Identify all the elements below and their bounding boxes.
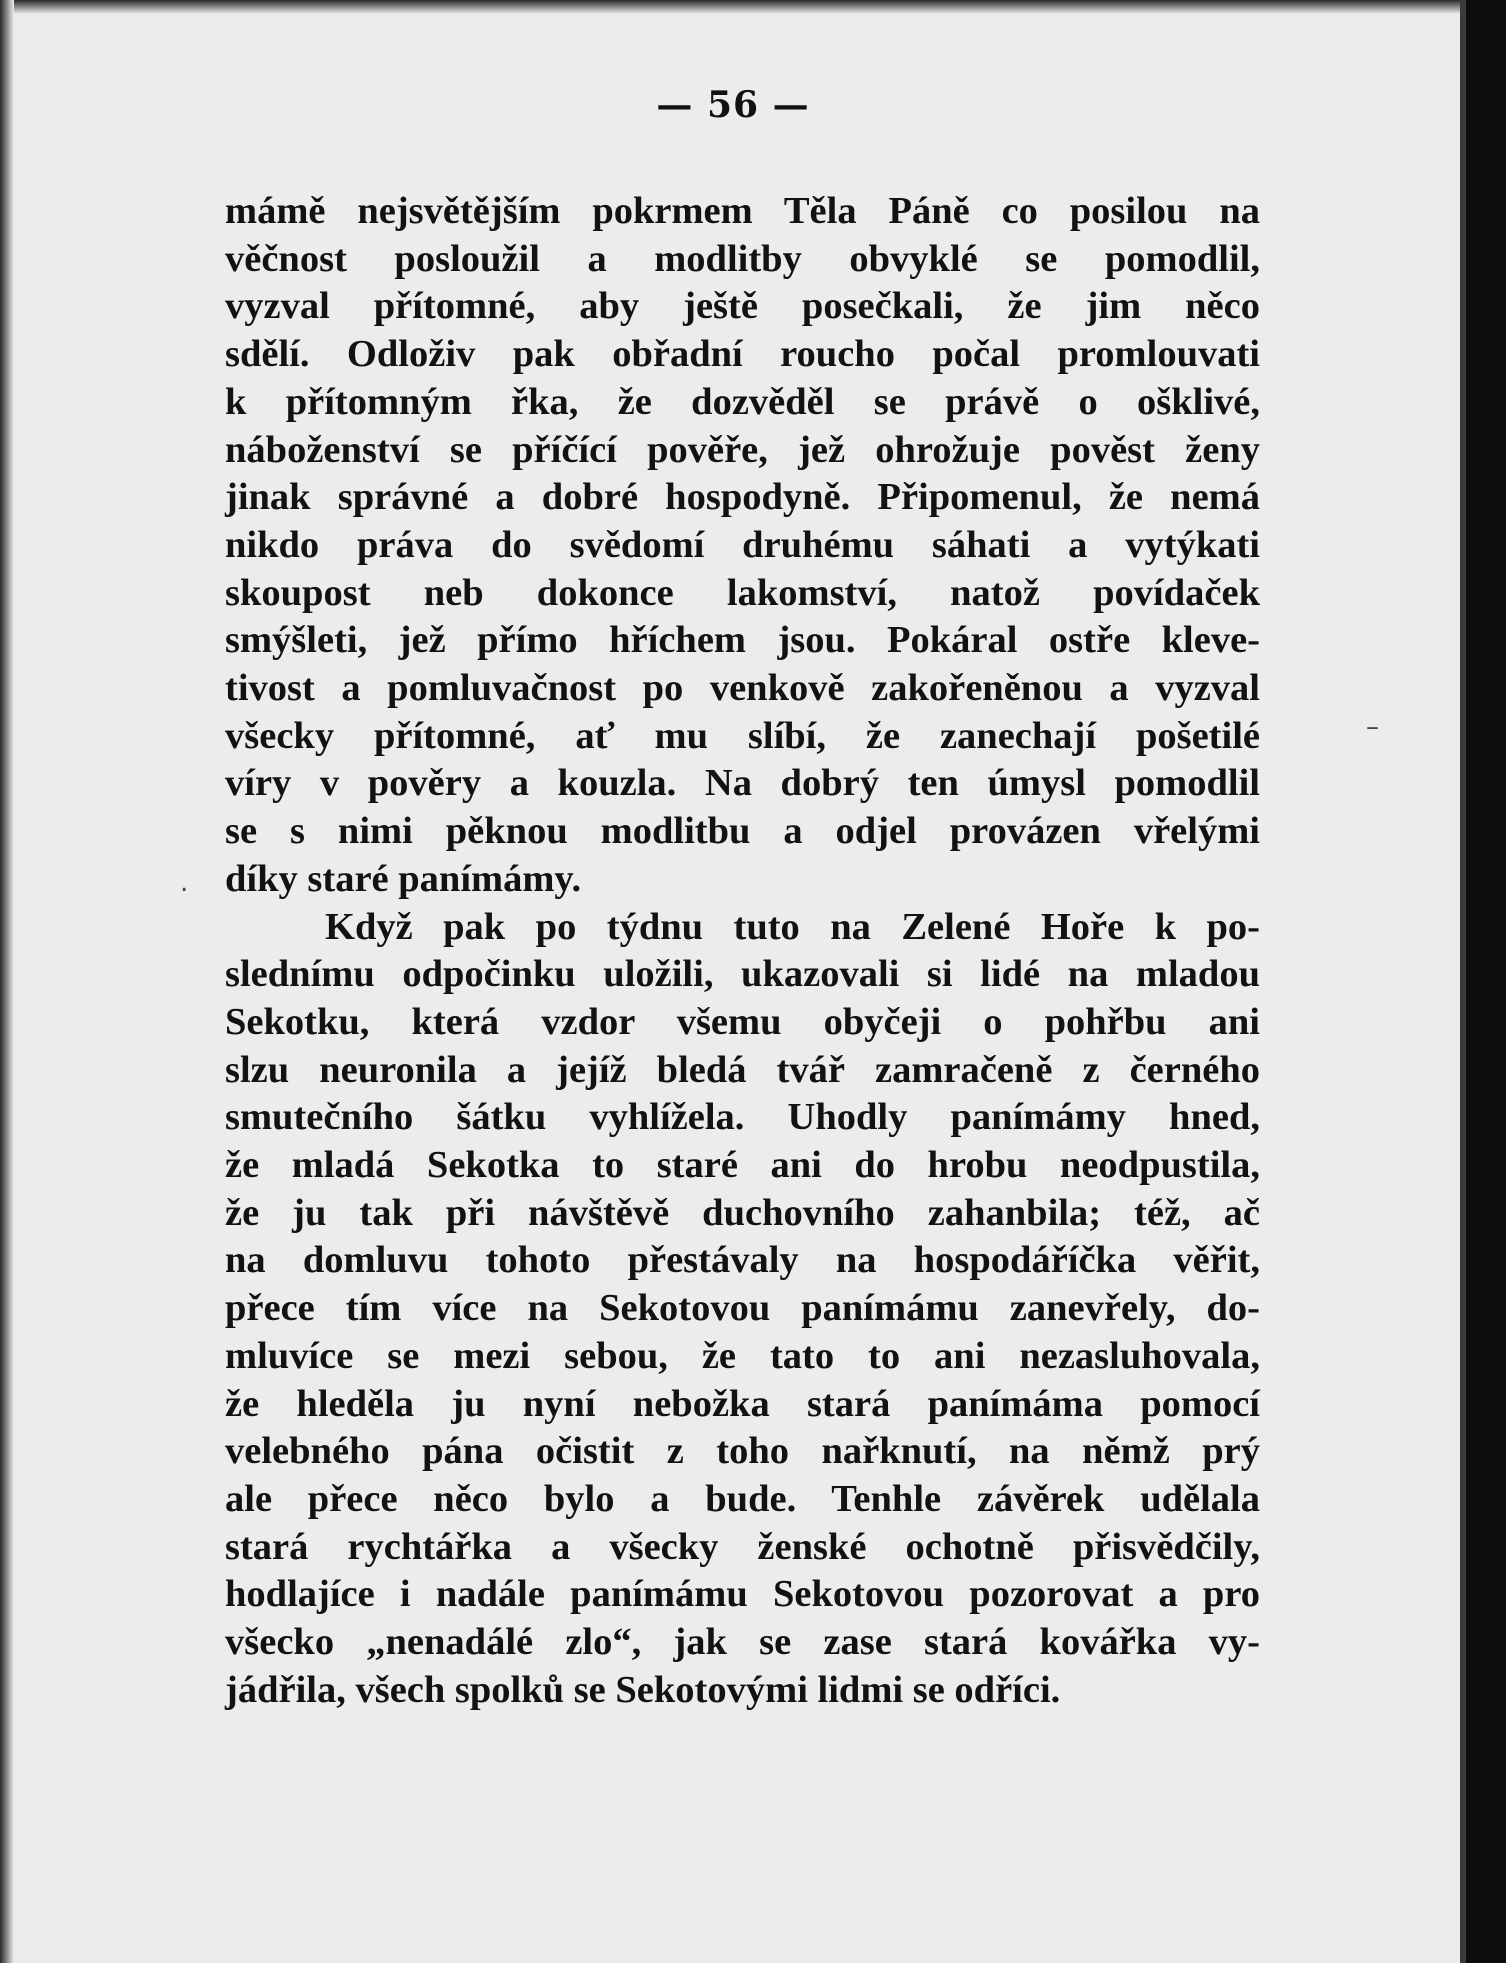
margin-mark: – [1366,712,1379,742]
text-line: sdělí. Odloživ pak obřadní roucho počal promlouvati [225,333,1260,376]
margin-mark: . [180,868,189,898]
text-line: smutečního šátku vyhlížela. Uhodly panímámy hned, [225,1096,1260,1139]
text-line: vyzval přítomné, aby ještě posečkali, že jim něco [225,285,1260,328]
text-line: všecky přítomné, ať mu slíbí, že zanechají pošetilé [225,714,1260,757]
text-line: mámě nejsvětějším pokrmem Těla Páně co posilou na [225,190,1260,232]
text-line: mluvíce se mezi sebou, že tato to ani nezasluhovala, [225,1334,1260,1377]
text-line: se s nimi pěknou modlitbu a odjel provázen vřelými [225,810,1260,853]
text-line: náboženství se příčící pověře, jež ohrožuje pověst ženy [225,428,1260,471]
book-spine-edge [1466,0,1506,1963]
page-top-edge [0,0,1466,14]
text-line: Sekotku, která vzdor všemu obyčeji o pohřbu ani [225,1000,1260,1043]
text-line: že hleděla ju nyní nebožka stará panímáma pomocí [225,1382,1260,1425]
text-line: slzu neuronila a jejíž bledá tvář zamračeně z černého [225,1048,1260,1091]
text-line: hodlajíce i nadále panímámu Sekotovou pozorovat a pro [225,1573,1260,1616]
text-line: k přítomným řka, že dozvěděl se právě o ošklivé, [225,380,1260,423]
text-line: slednímu odpočinku uložili, ukazovali si lidé na mladou [225,953,1260,996]
text-line: všecko „nenadálé zlo“, jak se zase stará kovářka vy- [225,1621,1260,1664]
text-line: přece tím více na Sekotovou panímámu zanevřely, do- [225,1287,1260,1330]
text-line: věčnost posloužil a modlitby obvyklé se pomodlil, [225,237,1260,280]
text-line: velebného pána očistit z toho nařknutí, na němž prý [225,1430,1260,1473]
text-line: že mladá Sekotka to staré ani do hrobu neodpustila, [225,1144,1260,1187]
text-line: díky staré panímámy. [225,857,582,900]
text-line: víry v pověry a kouzla. Na dobrý ten úmysl pomodlil [225,762,1260,805]
text-line: jádřila, všech spolků se Sekotovými lidmi se odříci. [225,1668,1061,1711]
text-line: smýšleti, jež přímo hříchem jsou. Pokáral ostře kleve- [225,619,1260,662]
text-line: na domluvu tohoto přestávaly na hospodáříčka věřit, [225,1239,1260,1282]
page-left-edge [0,0,14,1963]
text-line: jinak správné a dobré hospodyně. Připomenul, že nemá [225,476,1260,519]
page-number: — 56 — [656,84,810,126]
text-line: skoupost neb dokonce lakomství, natož povídaček [225,571,1260,614]
text-line: stará rychtářka a všecky ženské ochotně přisvědčily, [225,1525,1260,1568]
text-line: Když pak po týdnu tuto na Zelené Hoře k po- [325,905,1260,948]
text-line: nikdo práva do svědomí druhému sáhati a vytýkati [225,523,1260,566]
text-line: že ju tak při návštěvě duchovního zahanbila; též, ač [225,1191,1260,1234]
text-line: ale přece něco bylo a bude. Tenhle závěrek udělala [225,1477,1260,1520]
text-line: tivost a pomluvačnost po venkově zakořeněnou a vyzval [225,667,1260,710]
body-text [225,188,1260,1715]
